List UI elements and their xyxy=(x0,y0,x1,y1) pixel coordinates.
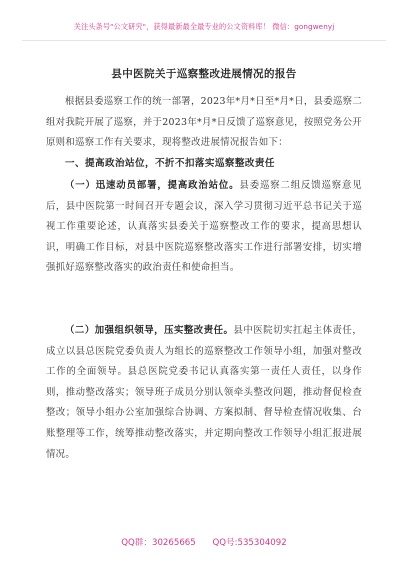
paragraph-2-body: 县中医院切实扛起主体责任，成立以县总医院党委负责人为组长的巡察整改工作领导小组，加强对整改工作的全面领导。县总医院党委书记认真落实第一责任人责任，以身作则，推动整改落实；领导班子成员分别认领牵头整改问题，推动督促检查整改；领导小组办公室加强综合协调、方案拟制、督导检查情况收集、台账整理等工作，统筹推动整改落实，并定期向整改工作领导小组汇报进展情况。 xyxy=(46,325,363,460)
paragraph-1-body: 县委巡察二组反馈巡察意见后，县中医院第一时间召开专题会议，深入学习贯彻习近平总书记关于巡视工作重要论述，认真落实县委关于巡察整改工作的要求，提高思想认识，明确工作目标，对县中医院巡察整改落实工作进行部署安排，切实增强抓好巡察整改落实的政治责任和使命担当。 xyxy=(46,180,362,274)
header-banner: 关注头条号"公文研究"，获得最新最全最专业的公文资料库！ 微信：gongwenyj xyxy=(73,22,335,31)
document-title: 县中医院关于巡察整改进展情况的报告 xyxy=(111,68,297,80)
paragraph-2 xyxy=(46,321,362,465)
paragraph-1 xyxy=(46,176,362,279)
header-divider xyxy=(22,40,386,41)
intro-paragraph: 根据县委巡察工作的统一部署，2023年*月*日至*月*日，县委巡察二组对我院开展了巡察，并于2023年*月*日反馈了巡察意见，按照党务公开原则和巡察工作有关要求，现将整改进展情况报告如下： xyxy=(46,96,362,149)
footer-qq-group: QQ群：30265665 xyxy=(121,538,196,548)
section-heading-1: 一、提高政治站位，不折不扣落实巡察整改责任 xyxy=(65,158,275,169)
footer-contact xyxy=(0,536,408,548)
paragraph-1-lead: （一）迅速动员部署，提高政治站位。 xyxy=(65,180,240,191)
paragraph-2-lead: （二）加强组织领导，压实整改责任。 xyxy=(65,325,234,336)
footer-qq-number: QQ号:535304092 xyxy=(212,538,287,548)
